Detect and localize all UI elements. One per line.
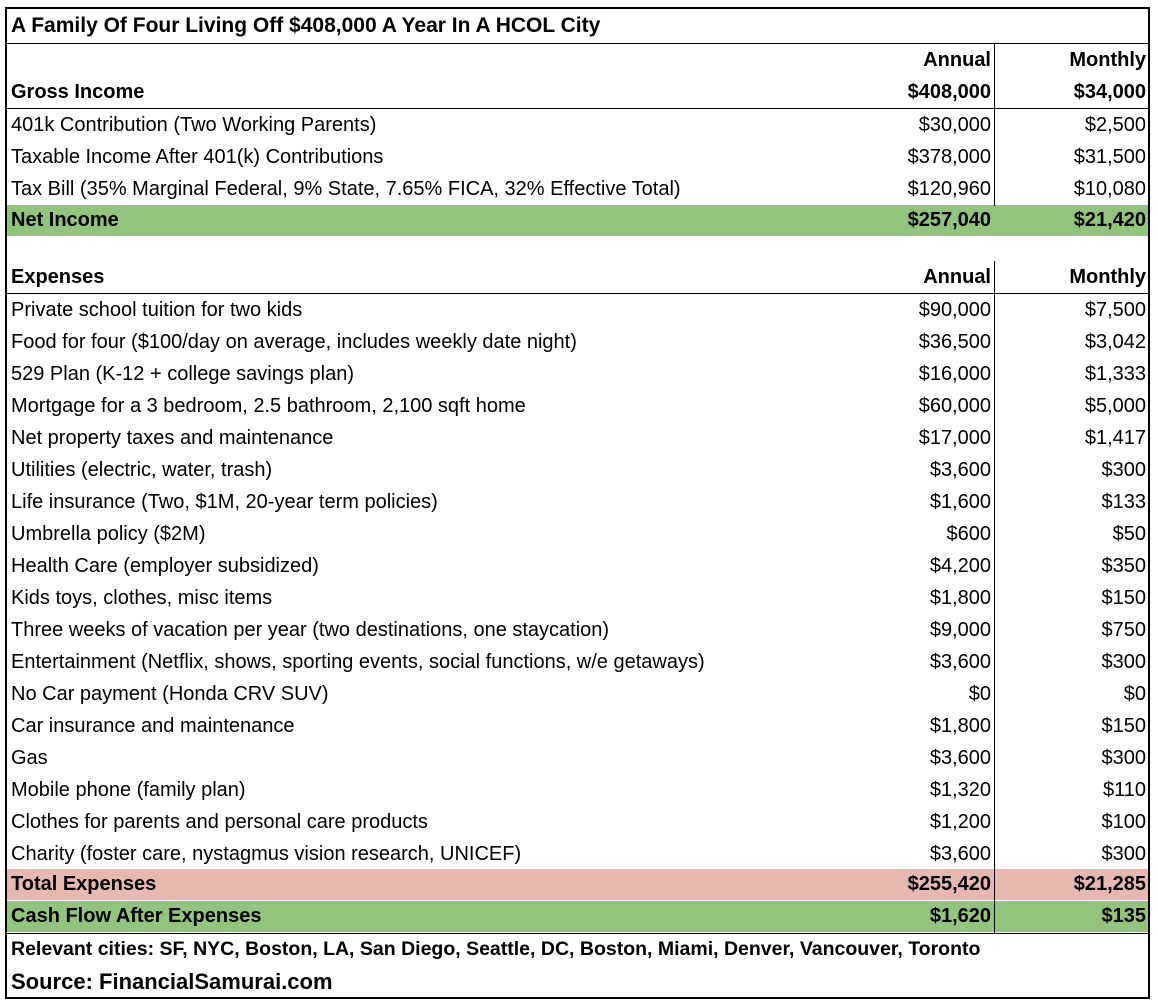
expense-label: Gas	[11, 746, 48, 769]
expense-monthly: $150	[1101, 586, 1146, 609]
expense-label: Clothes for parents and personal care products	[11, 810, 428, 833]
expense-row	[7, 838, 1148, 870]
monthly-header: Monthly	[1069, 48, 1146, 71]
expense-label: Life insurance (Two, $1M, 20-year term policies)	[11, 490, 438, 513]
expense-monthly: $133	[1101, 490, 1146, 513]
income-annual: $30,000	[918, 113, 991, 136]
expense-monthly: $5,000	[1084, 394, 1146, 417]
expense-monthly: $110	[1102, 778, 1146, 801]
expense-label: No Car payment (Honda CRV SUV)	[11, 682, 329, 705]
expense-monthly: $300	[1101, 842, 1146, 865]
expense-monthly: $100	[1101, 810, 1146, 833]
expense-row	[7, 678, 1148, 710]
income-label: Tax Bill (35% Marginal Federal, 9% State, 7.65% FICA, 32% Effective Total)	[11, 177, 681, 200]
source-credit: Source: FinancialSamurai.com	[11, 968, 333, 994]
expense-monthly: $7,500	[1084, 298, 1146, 321]
cash-flow-annual: $1,620	[929, 905, 991, 927]
expense-label: Car insurance and maintenance	[11, 714, 295, 737]
expense-label: Charity (foster care, nystagmus vision research, UNICEF)	[11, 842, 522, 865]
expense-row	[7, 422, 1148, 454]
total-expenses-monthly: $21,285	[1073, 873, 1146, 895]
expense-row	[7, 742, 1148, 774]
expense-monthly: $3,042	[1084, 330, 1146, 353]
expense-row	[7, 326, 1148, 358]
income-annual: $120,960	[907, 177, 991, 200]
income-column-header-row	[7, 44, 1148, 76]
expense-label: Mobile phone (family plan)	[11, 778, 246, 801]
expense-annual: $60,000	[918, 394, 991, 417]
gross-income-label: Gross Income	[11, 80, 145, 103]
cities-row	[7, 934, 1148, 965]
income-monthly: $31,500	[1073, 145, 1146, 168]
income-row	[7, 141, 1148, 173]
expense-row	[7, 774, 1148, 806]
expense-annual: $36,500	[918, 330, 991, 353]
net-income-label: Net Income	[11, 209, 119, 231]
column-separator	[994, 261, 995, 933]
relevant-cities: Relevant cities: SF, NYC, Boston, LA, San Diego, Seattle, DC, Boston, Miami, Denver, Vancouver, Toronto	[11, 938, 981, 960]
expenses-annual-header: Annual	[923, 265, 991, 288]
expense-row	[7, 358, 1148, 390]
expense-annual: $3,600	[929, 842, 991, 865]
expense-annual: $1,600	[929, 490, 991, 513]
expense-label: Three weeks of vacation per year (two destinations, one staycation)	[11, 618, 610, 641]
income-monthly: $10,080	[1073, 177, 1146, 200]
title-row	[7, 9, 1148, 43]
income-monthly: $2,500	[1084, 113, 1146, 136]
expense-annual: $3,600	[929, 458, 991, 481]
expense-annual: $4,200	[929, 554, 991, 577]
expense-annual: $1,320	[929, 778, 991, 801]
expense-label: Private school tuition for two kids	[11, 298, 303, 321]
income-annual: $378,000	[907, 145, 991, 168]
annual-header: Annual	[923, 48, 991, 71]
expense-row	[7, 294, 1148, 326]
expense-monthly: $0	[1123, 682, 1146, 705]
expense-monthly: $150	[1101, 714, 1146, 737]
expense-label: Mortgage for a 3 bedroom, 2.5 bathroom, 2,100 sqft home	[11, 394, 526, 417]
expense-annual: $90,000	[918, 298, 991, 321]
expense-label: Entertainment (Netflix, shows, sporting events, social functions, w/e getaways)	[11, 650, 705, 673]
cash-flow-row	[7, 901, 1148, 932]
expense-row	[7, 518, 1148, 550]
total-expenses-annual: $255,420	[907, 873, 991, 895]
table-title: A Family Of Four Living Off $408,000 A Year In A HCOL City	[11, 14, 601, 37]
expense-row	[7, 550, 1148, 582]
expense-monthly: $300	[1101, 650, 1146, 673]
expense-label: 529 Plan (K-12 + college savings plan)	[11, 362, 354, 385]
net-income-annual: $257,040	[907, 209, 991, 231]
expense-monthly: $300	[1101, 458, 1146, 481]
expense-row	[7, 454, 1148, 486]
expense-monthly: $750	[1101, 618, 1146, 641]
total-expenses-row	[7, 869, 1148, 900]
expense-monthly: $50	[1112, 522, 1146, 545]
income-label: 401k Contribution (Two Working Parents)	[11, 113, 377, 136]
expense-row	[7, 646, 1148, 678]
expense-label: Health Care (employer subsidized)	[11, 554, 319, 577]
source-row	[7, 966, 1148, 997]
expense-annual: $1,800	[929, 586, 991, 609]
expense-annual: $0	[968, 682, 991, 705]
expense-monthly: $300	[1101, 746, 1146, 769]
expense-label: Umbrella policy ($2M)	[11, 522, 206, 545]
expense-annual: $3,600	[929, 650, 991, 673]
expense-annual: $3,600	[929, 746, 991, 769]
expense-monthly: $1,333	[1084, 362, 1146, 385]
expense-label: Utilities (electric, water, trash)	[11, 458, 273, 481]
cash-flow-label: Cash Flow After Expenses	[11, 905, 262, 927]
gross-income-monthly: $34,000	[1073, 80, 1146, 103]
expense-row	[7, 614, 1148, 646]
expense-annual: $1,800	[929, 714, 991, 737]
expense-annual: $17,000	[918, 426, 991, 449]
net-income-monthly: $21,420	[1073, 209, 1146, 231]
expense-row	[7, 582, 1148, 614]
cash-flow-monthly: $135	[1101, 905, 1146, 927]
net-income-row	[7, 205, 1148, 236]
expenses-header-row	[7, 261, 1148, 293]
expense-annual: $600	[946, 522, 991, 545]
expense-row	[7, 486, 1148, 518]
income-row	[7, 109, 1148, 141]
gross-income-annual: $408,000	[907, 80, 991, 103]
gross-income-row	[7, 76, 1148, 108]
expense-label: Kids toys, clothes, misc items	[11, 586, 273, 609]
income-label: Taxable Income After 401(k) Contributions	[11, 145, 384, 168]
column-separator	[994, 43, 995, 206]
income-row	[7, 173, 1148, 205]
expense-annual: $16,000	[918, 362, 991, 385]
total-expenses-label: Total Expenses	[11, 873, 157, 895]
expense-annual: $1,200	[929, 810, 991, 833]
expense-label: Net property taxes and maintenance	[11, 426, 334, 449]
budget-table	[5, 7, 1150, 999]
expense-label: Food for four ($100/day on average, includes weekly date night)	[11, 330, 577, 353]
expenses-header-label: Expenses	[11, 265, 105, 288]
expense-row	[7, 390, 1148, 422]
expense-annual: $9,000	[929, 618, 991, 641]
expenses-monthly-header: Monthly	[1069, 265, 1146, 288]
expense-monthly: $1,417	[1084, 426, 1146, 449]
expense-row	[7, 710, 1148, 742]
expense-monthly: $350	[1101, 554, 1146, 577]
expense-row	[7, 806, 1148, 838]
